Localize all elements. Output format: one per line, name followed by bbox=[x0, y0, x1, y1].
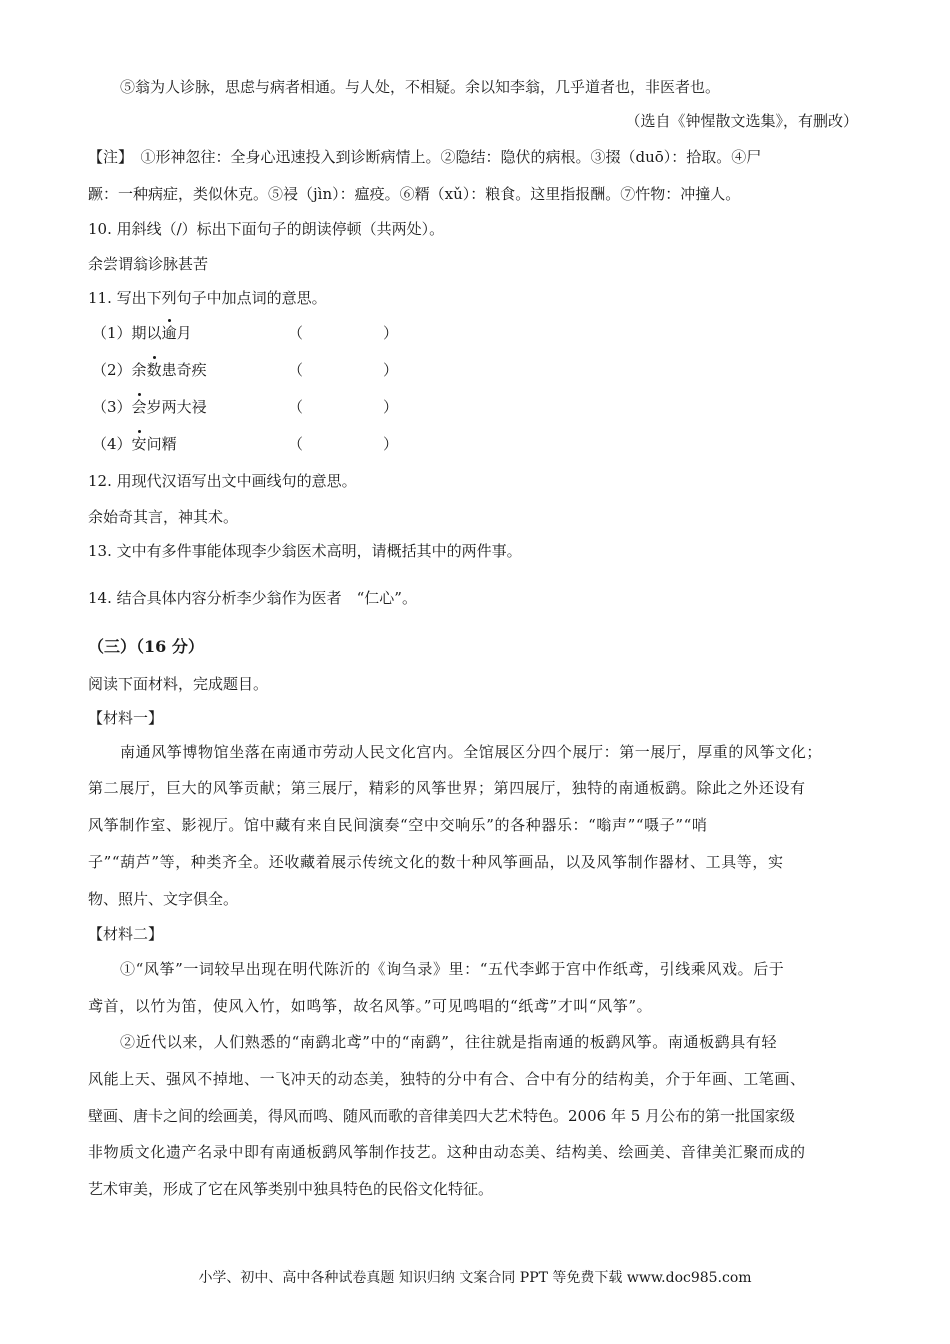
material-2-line: 艺术审美，形成了它在风筝类别中独具特色的民俗文化特征。 bbox=[88, 1180, 494, 1198]
answer-blank[interactable]: （ ） bbox=[288, 435, 398, 453]
material-1-line: 物、照片、文字俱全。 bbox=[88, 890, 239, 908]
material-1-line: 南通风筝博物馆坐落在南通市劳动人民文化宫内。全馆展区分四个展厅：第一展厅，厚重的风筝文化； bbox=[120, 743, 823, 761]
dotted-word: 数 bbox=[146, 361, 162, 379]
dotted-word: 会 bbox=[131, 398, 147, 416]
q14-prompt: 14. 结合具体内容分析李少翁作为医者 “仁心”。 bbox=[88, 589, 417, 607]
dotted-word: 逾 bbox=[161, 324, 177, 342]
material-2-line: 风能上天、强风不掉地、一飞冲天的动态美，独特的分中有合、合中有分的结构美，介于年画、工笔画、 bbox=[88, 1070, 806, 1088]
material-2-line: 非物质文化遗产名录中即有南通板鹞风筝制作技艺。这种由动态美、结构美、绘画美、音律美汇聚而成的 bbox=[88, 1143, 806, 1161]
q11-item-4: （4）安问糈 bbox=[92, 435, 177, 453]
section-3-instruction: 阅读下面材料，完成题目。 bbox=[88, 675, 269, 693]
q10-prompt: 10. 用斜线（/）标出下面句子的朗读停顿（共两处）。 bbox=[88, 220, 445, 238]
q12-prompt: 12. 用现代汉语写出文中画线句的意思。 bbox=[88, 472, 357, 490]
material-2-line: ①“风筝”一词较早出现在明代陈沂的《询刍录》里：“五代李邺于宫中作纸鸢，引线乘风戏。后于 bbox=[120, 960, 785, 978]
section-3-title: （三）（16 分） bbox=[88, 637, 204, 656]
material-2-line: 鸢首，以竹为笛，使风入竹，如鸣筝，故名风筝。”可见鸣唱的“纸鸢”才叫“风筝”。 bbox=[88, 997, 653, 1015]
source-citation: （选自《钟惺散文选集》，有删改） bbox=[625, 112, 858, 130]
dotted-word: 安 bbox=[131, 435, 147, 453]
page-footer: 小学、初中、高中各种试卷真题 知识归纳 文案合同 PPT 等免费下载 www.doc985.com bbox=[198, 1270, 752, 1286]
material-2-line: ②近代以来，人们熟悉的“南鹞北鸢”中的“南鹞”，往往就是指南通的板鹞风筝。南通板鹞具有轻 bbox=[120, 1033, 778, 1051]
q11-item-1: （1）期以逾月 bbox=[92, 324, 192, 342]
material-1-line: 风筝制作室、影视厅。馆中藏有来自民间演奏“空中交响乐”的各种器乐：“嗡声”“嗫子”“哨 bbox=[88, 816, 708, 834]
answer-blank[interactable]: （ ） bbox=[288, 398, 398, 416]
material-2-label: 【材料二】 bbox=[88, 925, 164, 943]
q11-item-3: （3）会岁两大祲 bbox=[92, 398, 207, 416]
answer-blank[interactable]: （ ） bbox=[288, 361, 398, 379]
notes-line-1: 【注】 ①形神忽往：全身心迅速投入到诊断病情上。②隐结：隐伏的病根。③掇（duō）：拾取。④尸 bbox=[88, 148, 762, 166]
q10-sentence: 余尝谓翁诊脉甚苦 bbox=[88, 255, 209, 273]
material-2-line: 壁画、唐卡之间的绘画美，得风而鸣、随风而歌的音律美四大艺术特色。2006 年 5 月公布的第一批国家级 bbox=[88, 1107, 796, 1125]
answer-blank[interactable]: （ ） bbox=[288, 324, 398, 342]
q12-sentence: 余始奇其言，神其术。 bbox=[88, 508, 239, 526]
material-1-line: 子”“葫芦”等，种类齐全。还收藏着展示传统文化的数十种风筝画品，以及风筝制作器材、工具等，实 bbox=[88, 853, 784, 871]
q13-prompt: 13. 文中有多件事能体现李少翁医术高明，请概括其中的两件事。 bbox=[88, 542, 522, 560]
material-1-label: 【材料一】 bbox=[88, 709, 164, 727]
q11-item-2: （2）余数患奇疾 bbox=[92, 361, 207, 379]
notes-line-2: 蹶：一种病症，类似休克。⑤祲（jìn）：瘟疫。⑥糈（xǔ）：粮食。这里指报酬。⑦忤物：冲撞人。 bbox=[88, 185, 741, 203]
q11-prompt: 11. 写出下列句子中加点词的意思。 bbox=[88, 289, 327, 307]
passage-end: ⑤翁为人诊脉，思虑与病者相通。与人处，不相疑。余以知李翁，几乎道者也，非医者也。 bbox=[120, 78, 721, 96]
material-1-line: 第二展厅，巨大的风筝贡献；第三展厅，精彩的风筝世界；第四展厅，独特的南通板鹞。除此之外还设有 bbox=[88, 779, 806, 797]
